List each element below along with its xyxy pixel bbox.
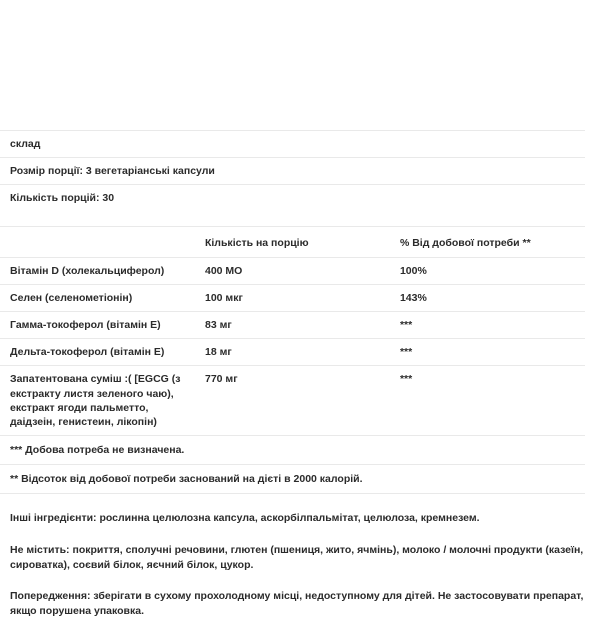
nutrient-amount: 770 мг — [204, 373, 238, 386]
column-header-name — [0, 226, 195, 257]
nutrient-daily-value: *** — [399, 373, 413, 386]
table-row — [0, 339, 585, 366]
table-header-row — [0, 226, 585, 257]
table-spacer-row — [0, 212, 585, 227]
nutrient-amount: 18 мг — [204, 346, 232, 359]
table-row-servings-per-container — [0, 185, 585, 212]
footnote-daily-value-not-established: *** Добова потреба не визначена. — [10, 444, 185, 457]
nutrient-name: Селен (селенометіонін) — [10, 291, 133, 304]
nutrient-daily-value: *** — [399, 319, 413, 332]
nutrient-daily-value: 143% — [399, 291, 427, 304]
column-header-amount-per-serving: Кількість на порцію — [204, 236, 309, 249]
nutrient-name: Гамма-токоферол (вітамін Е) — [10, 319, 161, 332]
footnote-percent-daily-value-basis: ** Відсоток від добової потреби заснований на дієті в 2000 калорій. — [10, 473, 363, 486]
table-bottom-border-row — [0, 494, 585, 495]
table-row — [0, 366, 585, 436]
supplement-facts-table — [0, 130, 585, 494]
free-from-text: Не містить: покриття, сполучні речовини, глютен (пшениця, жито, ячмінь), молоко / молочні продукти (казеїн, сироватка), соєвий білок, яєчний білок, цукор. — [10, 543, 584, 571]
nutrient-daily-value: *** — [399, 346, 413, 359]
column-header-percent-daily-value: % Від добової потреби ** — [399, 236, 531, 249]
table-row — [0, 257, 585, 284]
table-row — [0, 312, 585, 339]
table-row — [0, 284, 585, 311]
table-row-title — [0, 131, 585, 158]
other-ingredients-text: Інші інгредієнти: рослинна целюлозна капсула, аскорбілпальмітат, целюлоза, кремнезем. — [10, 512, 480, 525]
nutrient-amount: 83 мг — [204, 319, 232, 332]
nutrient-amount: 400 МО — [204, 264, 243, 277]
table-bottom-border-cell — [0, 494, 585, 495]
nutrient-name: Запатентована суміш :( [EGCG (з екстракту листя зеленого чаю), екстракт ягоди пальметто, даідзеін, генистеин, лікопін) — [10, 373, 181, 428]
warning-text: Попередження: зберігати в сухому прохолодному місці, недоступному для дітей. Не застосовувати препарат, якщо порушена упаковка. — [10, 590, 584, 618]
table-row-footnote — [0, 436, 585, 465]
table-row-serving-size — [0, 158, 585, 185]
nutrient-daily-value: 100% — [399, 264, 427, 277]
servings-per-container-text: Кількість порцій: 30 — [10, 192, 115, 205]
nutrient-name: Дельта-токоферол (вітамін Е) — [10, 346, 165, 359]
nutrient-amount: 100 мкг — [204, 291, 243, 304]
table-spacer-cell — [0, 212, 585, 227]
nutrient-name: Вітамін D (холекальциферол) — [10, 264, 165, 277]
label-notes-section — [0, 511, 600, 619]
serving-size-text: Розмір порції: 3 вегетаріанські капсули — [10, 165, 215, 178]
supplement-facts-title: склад — [10, 138, 41, 150]
table-row-footnote — [0, 465, 585, 494]
top-whitespace — [0, 0, 600, 130]
